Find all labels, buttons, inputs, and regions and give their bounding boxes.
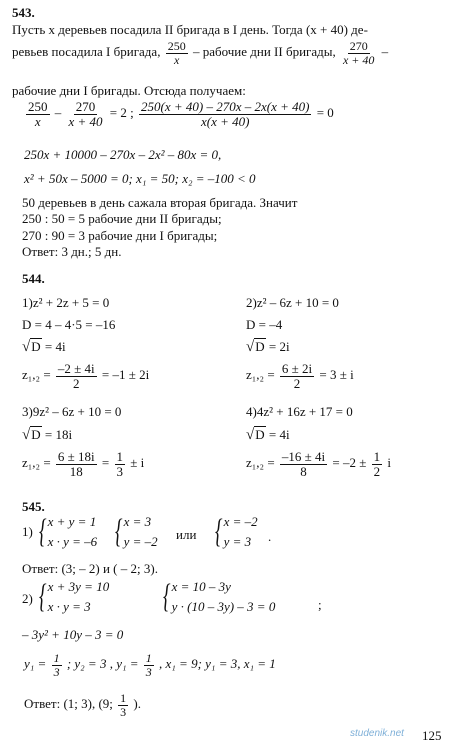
watermark: studenik.net xyxy=(350,728,404,739)
p545-system-2a: { x + 3y = 10 x · y = 3 xyxy=(39,578,110,615)
p544-disc2: D = –4 xyxy=(246,317,283,332)
p545-answer-1: Ответ: (3; – 2) и ( – 2; 3). xyxy=(22,561,158,576)
p544-sqrt4: √D = 4i xyxy=(246,427,290,443)
fraction: $\frac{250}{x}$ xyxy=(167,39,186,67)
fraction: $\frac{250(x + 40) - 270x - 2x(x + 40)}{x(x + 40)}$ xyxy=(141,99,310,129)
fraction: $\frac{1}{2}$ xyxy=(373,449,381,479)
p545-system-2b: { x = 10 – 3y y · (10 – 3y) – 3 = 0 xyxy=(163,578,276,615)
p545-semicolon: ; xyxy=(318,597,322,612)
p543-line-1: Пусть x деревьев посадила II бригада в I день. Тогда (x + 40) де- xyxy=(12,22,368,37)
p544-disc1: D = 4 – 4·5 = –16 xyxy=(22,317,116,332)
p543-equation-2: 250x + 10000 – 270x – 2x² – 80x = 0, xyxy=(24,147,222,162)
problem-543-number: 543. xyxy=(12,5,35,20)
p544-eq3: 3)9z² – 6z + 10 = 0 xyxy=(22,404,122,419)
fraction: $\frac{-2 \pm 4i}{2}$ xyxy=(57,361,95,391)
p545-roots: y₁ = $\frac{1}{3}$ ; y₂ = 3 , y₁ = $\frac{1}{3}$ , x₁ = 9; y₁ = 3, x₁ = 1 xyxy=(24,651,276,679)
p544-roots3: z₁,₂ = $\frac{6 \pm 18i}{18}$ = $\frac{1}{3}$ ± i xyxy=(22,449,145,479)
p543-text-3: 270 : 90 = 3 рабочие дни I бригады; xyxy=(22,228,218,243)
fraction: $\frac{1}{3}$ xyxy=(120,691,127,719)
fraction: $\frac{1}{3}$ xyxy=(116,449,124,479)
page-number: 125 xyxy=(422,728,442,743)
p545-or: или xyxy=(176,527,197,542)
p543-equation-3: x² + 50x – 5000 = 0; x₁ = 50; x₂ = –100 < 0 xyxy=(24,171,256,186)
p545-system-2-label: 2) xyxy=(22,591,33,606)
p545-system-1b: { x = 3 y = –2 xyxy=(115,513,158,550)
fraction: $\frac{1}{3}$ xyxy=(145,651,152,679)
p545-answer-2: Ответ: (1; 3), (9; $\frac{1}{3}$ ). xyxy=(24,691,141,719)
p543-text-2: 250 : 50 = 5 рабочие дни II бригады; xyxy=(22,211,222,226)
p543-equation-1: $\frac{250}{x}$ – $\frac{270}{x + 40}$ = 2 ; $\frac{250(x + 40) - 270x - 2x(x + 40)}{x(x + 40)}$ = 0 xyxy=(28,99,334,129)
p545-system-1a: { x + y = 1 x · y = –6 xyxy=(39,513,98,550)
problem-545-number: 545. xyxy=(22,499,45,514)
p544-roots4: z₁,₂ = $\frac{-16 \pm 4i}{8}$ = –2 ± $\frac{1}{2}$ i xyxy=(246,449,392,479)
p544-sqrt2: √D = 2i xyxy=(246,339,290,355)
p544-eq2: 2)z² – 6z + 10 = 0 xyxy=(246,295,339,310)
p544-roots1: z₁,₂ = $\frac{-2 \pm 4i}{2}$ = –1 ± 2i xyxy=(22,361,150,391)
p544-sqrt1: √D = 4i xyxy=(22,339,66,355)
fraction: $\frac{1}{3}$ xyxy=(53,651,60,679)
fraction: $\frac{6 \pm 18i}{18}$ xyxy=(57,449,95,479)
p545-system-1c: { x = –2 y = 3 xyxy=(215,513,258,550)
p544-roots2: z₁,₂ = $\frac{6 \pm 2i}{2}$ = 3 ± i xyxy=(246,361,354,391)
p545-dot: . xyxy=(268,529,272,544)
fraction: $\frac{270}{x + 40}$ xyxy=(68,99,103,129)
fraction: $\frac{270}{x + 40}$ xyxy=(342,39,375,67)
p543-line-3: рабочие дни I бригады. Отсюда получаем: xyxy=(12,83,246,98)
p544-sqrt3: √D = 18i xyxy=(22,427,73,443)
p545-system-1-label: 1) xyxy=(22,524,33,539)
p543-line-2: ревьев посадила I бригада, $\frac{250}{x}$ – рабочие дни II бригады, $\frac{270}{x + 40}$ – xyxy=(12,39,389,67)
p543-answer: Ответ: 3 дн.; 5 дн. xyxy=(22,244,122,259)
p544-eq4: 4)4z² + 16z + 17 = 0 xyxy=(246,404,353,419)
p545-quadratic: – 3y² + 10y – 3 = 0 xyxy=(22,627,124,642)
fraction: $\frac{250}{x}$ xyxy=(28,99,48,129)
problem-544-number: 544. xyxy=(22,271,45,286)
fraction: $\frac{-16 \pm 4i}{8}$ xyxy=(281,449,326,479)
p543-text-1: 50 деревьев в день сажала вторая бригада. Значит xyxy=(22,195,298,210)
p544-eq1: 1)z² + 2z + 5 = 0 xyxy=(22,295,110,310)
fraction: $\frac{6 \pm 2i}{2}$ xyxy=(281,361,313,391)
